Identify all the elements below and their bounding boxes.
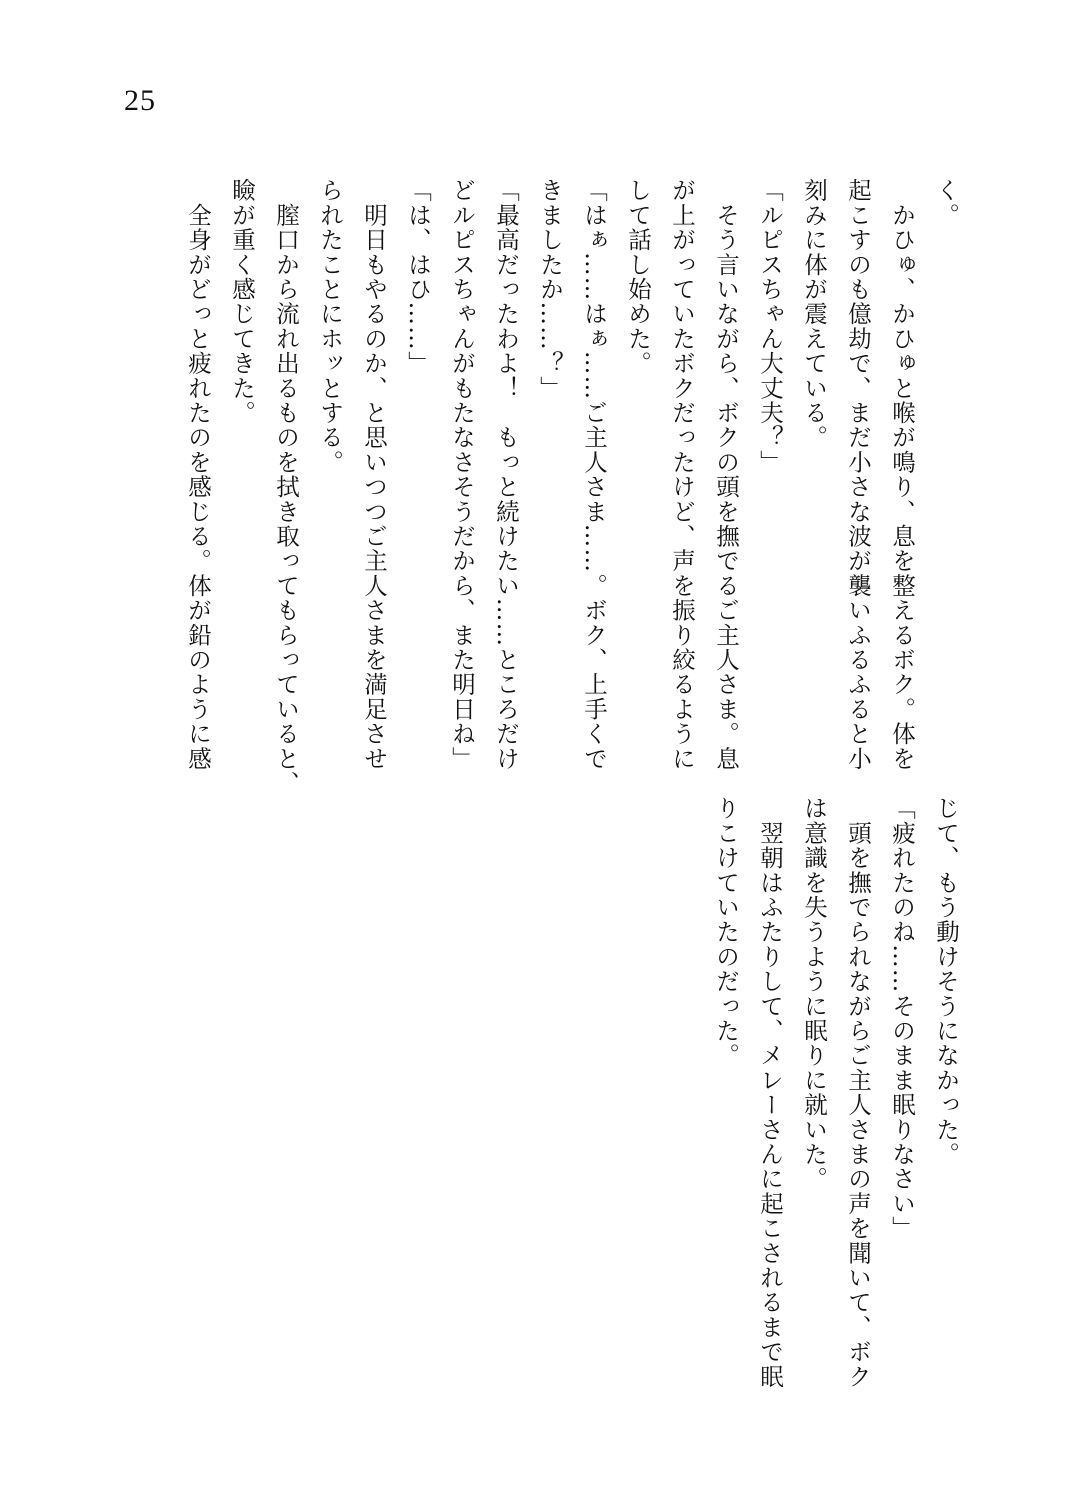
text-line: 「は、はひ……」	[404, 178, 432, 376]
text-line: 「最高だったわよ！ もっと続けたい……ところだけ	[492, 178, 520, 771]
text-line: 翌朝はふたりして、メレーさんに起こされるまで眠	[756, 796, 784, 1389]
text-line: 瞼が重く感じてきた。	[228, 178, 256, 425]
text-line: そう言いながら、ボクの頭を撫でるご主人さま。息	[712, 178, 740, 771]
text-line: 「疲れたのね……そのまま眠りなさい」	[888, 796, 916, 1241]
text-line: く。	[932, 178, 960, 228]
text-line: 頭を撫でられながらご主人さまの声を聞いて、ボク	[844, 796, 872, 1389]
text-line: かひゅ、かひゅと喉が鳴り、息を整えるボク。体を	[888, 178, 916, 771]
text-line: 明日もやるのか、と思いつつご主人さまを満足させ	[360, 178, 388, 771]
upper-text-block	[176, 178, 968, 796]
text-line: どルピスちゃんがもたなさそうだから、また明日ね」	[448, 178, 476, 771]
text-line: して話し始めた。	[624, 178, 652, 376]
text-line: じて、もう動けそうになかった。	[932, 796, 960, 1167]
text-line: きましたか……？」	[536, 178, 564, 401]
text-line: は意識を失うように眠りに就いた。	[800, 796, 828, 1192]
page-number: 25	[124, 84, 156, 117]
text-line: 「はぁ……はぁ……ご主人さま……。ボク、上手くで	[580, 178, 608, 771]
text-line: りこけていたのだった。	[712, 796, 740, 1068]
lower-text-block	[704, 796, 968, 1389]
text-line: 膣口から流れ出るものを拭き取ってもらっていると、	[272, 178, 300, 796]
text-line: 刻みに体が震えている。	[800, 178, 828, 450]
text-line: られたことにホッとする。	[316, 178, 344, 475]
text-line: 起こすのも億劫で、まだ小さな波が襲いふるふると小	[844, 178, 872, 771]
text-line: が上がっていたボクだったけど、声を振り絞るように	[668, 178, 696, 771]
text-line: 「ルピスちゃん大丈夫？」	[756, 178, 784, 475]
text-line: 全身がどっと疲れたのを感じる。体が鉛のように感	[184, 178, 212, 771]
